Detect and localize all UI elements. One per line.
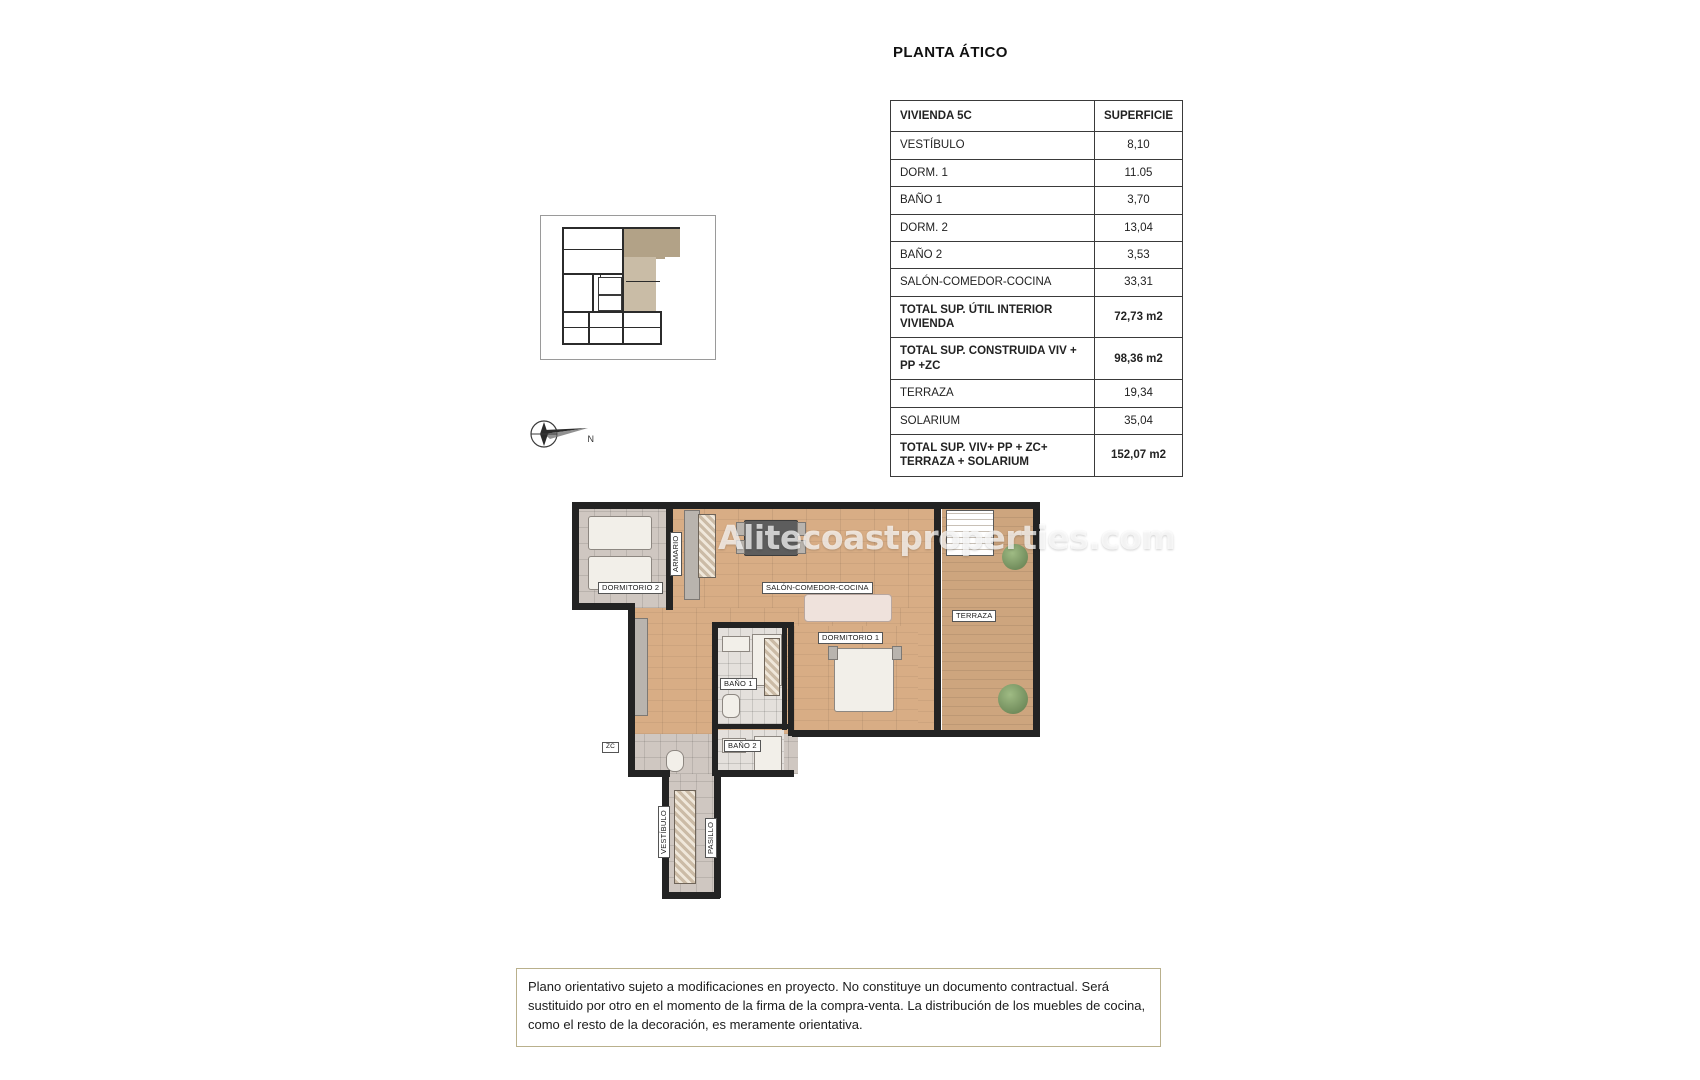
key-plan-highlight-unit — [622, 229, 680, 257]
wall — [792, 730, 938, 737]
wall — [1033, 502, 1040, 736]
wall — [788, 622, 794, 736]
table-header-row — [891, 101, 1183, 132]
row-label: VESTÍBULO — [891, 132, 1095, 159]
row-label: TERRAZA — [891, 380, 1095, 407]
sofa-furniture — [804, 594, 892, 622]
label-bano-2: BAÑO 2 — [724, 740, 761, 752]
table-row — [891, 407, 1183, 434]
label-vestibulo: VESTÍBULO — [658, 806, 670, 858]
label-salon-comedor-cocina: SALÓN-COMEDOR-COCINA — [762, 582, 873, 594]
plant-decoration — [1002, 544, 1028, 570]
row-label: SALÓN-COMEDOR-COCINA — [891, 269, 1095, 296]
wall — [782, 622, 787, 730]
label-terraza: TERRAZA — [952, 610, 996, 622]
row-value: 3,53 — [1094, 241, 1182, 268]
row-label: TOTAL SUP. VIV+ PP + ZC+ TERRAZA + SOLARIUM — [891, 434, 1095, 476]
key-plan-room — [598, 277, 622, 295]
disclaimer-box — [516, 968, 1161, 1047]
key-plan-wall — [562, 311, 662, 313]
table-row — [891, 241, 1183, 268]
key-plan-wall — [622, 227, 624, 313]
row-value: 13,04 — [1094, 214, 1182, 241]
key-plan-wall — [622, 311, 624, 345]
table-row-total — [891, 434, 1183, 476]
disclaimer-text: Plano orientativo sujeto a modificaciones en proyecto. No constituye un documento contractual. Será sustituido por otro en el momento de la firma de la compra-venta. La distribución de los muebles de cocina, como el resto de la decoración, es meramente orientativa. — [528, 979, 1146, 1032]
label-zc: ZC — [602, 742, 619, 753]
table-row-total — [891, 338, 1183, 380]
wall — [662, 892, 720, 899]
key-plan-wall — [562, 343, 662, 345]
floor-plan — [566, 498, 1096, 958]
table-row — [891, 159, 1183, 186]
table-row — [891, 269, 1183, 296]
compass-rose — [530, 408, 592, 460]
key-plan-diagram — [540, 215, 716, 360]
bed-furniture — [834, 648, 894, 712]
key-plan-wall — [562, 227, 680, 229]
row-label: BAÑO 1 — [891, 187, 1095, 214]
plant-decoration — [998, 684, 1028, 714]
wall — [934, 730, 1040, 737]
row-label: SOLARIUM — [891, 407, 1095, 434]
toilet-fixture — [722, 694, 740, 718]
row-value: 3,70 — [1094, 187, 1182, 214]
key-plan-wall — [564, 249, 622, 250]
key-plan-highlight-unit — [624, 257, 656, 311]
table-row — [891, 187, 1183, 214]
row-label: DORM. 1 — [891, 159, 1095, 186]
wall — [934, 502, 941, 736]
key-plan-wall — [588, 311, 590, 345]
washbasin-fixture — [666, 750, 684, 772]
nightstand — [892, 646, 902, 660]
page-title: PLANTA ÁTICO — [893, 44, 1008, 61]
row-label: TOTAL SUP. ÚTIL INTERIOR VIVIENDA — [891, 296, 1095, 338]
table-row — [891, 132, 1183, 159]
row-value: 35,04 — [1094, 407, 1182, 434]
label-dormitorio-1: DORMITORIO 1 — [818, 632, 883, 644]
compass-north-label: N — [587, 434, 594, 444]
row-value: 72,73 m2 — [1094, 296, 1182, 338]
key-plan-room — [598, 295, 622, 311]
row-label: BAÑO 2 — [891, 241, 1095, 268]
table-header-unit: VIVIENDA 5C — [891, 101, 1095, 132]
key-plan-wall — [592, 273, 594, 311]
label-armario: ARMARIO — [670, 532, 682, 576]
table-row-total — [891, 296, 1183, 338]
dining-chair — [736, 522, 745, 536]
compass-icon — [530, 408, 592, 460]
row-value: 33,31 — [1094, 269, 1182, 296]
wall — [712, 622, 718, 776]
row-value: 19,34 — [1094, 380, 1182, 407]
row-value: 98,36 m2 — [1094, 338, 1182, 380]
wall — [714, 770, 794, 777]
nightstand — [828, 646, 838, 660]
table-header-surface: SUPERFICIE — [1094, 101, 1182, 132]
table-row — [891, 380, 1183, 407]
wardrobe-hatched — [764, 638, 780, 696]
dining-chair — [797, 540, 806, 554]
wardrobe-hatched — [674, 790, 696, 884]
label-pasillo: PASILLO — [705, 818, 717, 858]
table-row — [891, 214, 1183, 241]
key-plan-wall — [626, 281, 660, 282]
key-plan-wall — [564, 327, 662, 328]
label-dormitorio-2: DORMITORIO 2 — [598, 582, 663, 594]
row-label: TOTAL SUP. CONSTRUIDA VIV + PP +ZC — [891, 338, 1095, 380]
label-bano-1: BAÑO 1 — [720, 678, 757, 690]
surface-area-table — [890, 100, 1183, 477]
wall — [572, 603, 634, 610]
dining-table — [744, 520, 798, 556]
wardrobe-hatched — [698, 514, 716, 578]
row-label: DORM. 2 — [891, 214, 1095, 241]
wall — [572, 502, 940, 509]
watermark-text: Alitecoastproperties.com — [718, 518, 1176, 557]
bed-furniture — [588, 516, 652, 550]
key-plan-wall — [660, 311, 662, 345]
wall — [572, 502, 579, 610]
wall — [934, 502, 1040, 509]
dining-chair — [797, 522, 806, 536]
staircase — [946, 510, 994, 556]
sink-fixture — [722, 636, 750, 652]
row-value: 8,10 — [1094, 132, 1182, 159]
wall — [628, 603, 635, 775]
row-value: 11.05 — [1094, 159, 1182, 186]
key-plan-highlight-unit — [656, 243, 665, 259]
wall — [712, 724, 788, 729]
row-value: 152,07 m2 — [1094, 434, 1182, 476]
dining-chair — [736, 540, 745, 554]
